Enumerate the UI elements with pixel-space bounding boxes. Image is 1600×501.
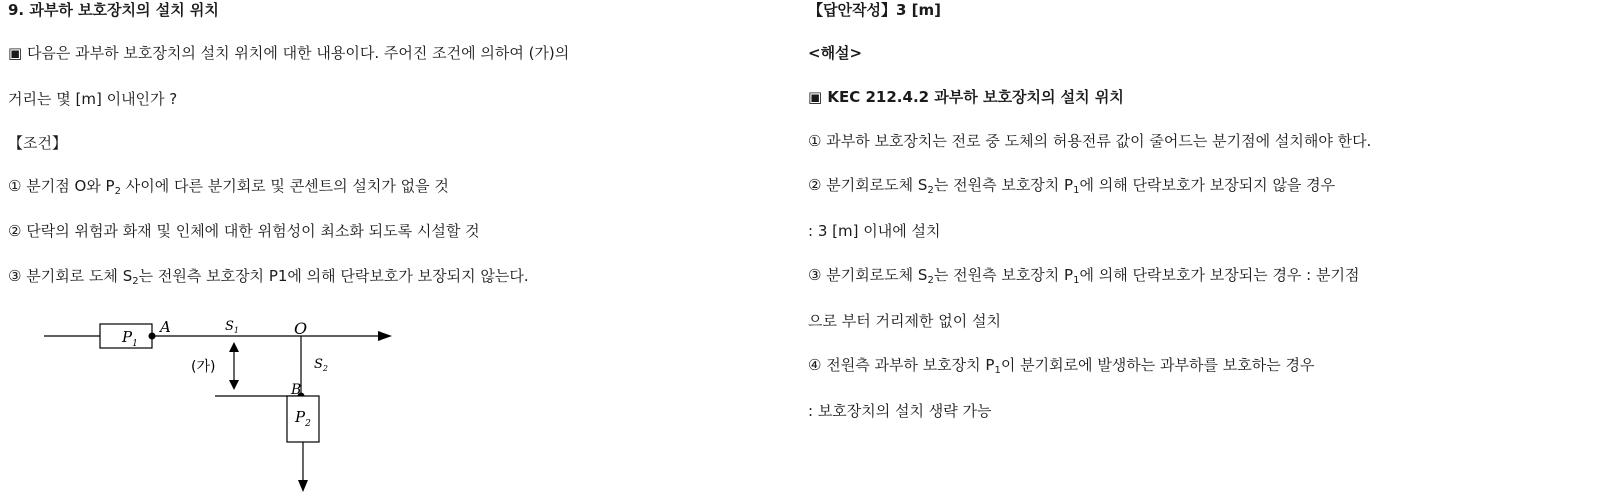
question-title: 9. 과부하 보호장치의 설치 위치 <box>8 1 219 19</box>
answer-header: 【답안작성】3 [m] <box>808 1 941 19</box>
distance-label: (가) <box>191 359 216 375</box>
question-intro-line2: 거리는 몇 [m] 이내인가 ? <box>8 90 178 108</box>
circuit-diagram <box>44 318 404 496</box>
answer-item-4-cont: : 보호장치의 설치 생략 가능 <box>808 402 992 420</box>
s1-label: $S_1$ <box>225 319 239 335</box>
answer-item-1: ① 과부하 보호장치는 전로 중 도체의 허용전류 값이 줄어드는 분기점에 설치해야 한다. <box>808 132 1372 150</box>
answer-item-2-cont: : 3 [m] 이내에 설치 <box>808 222 941 240</box>
s2-label: $S_2$ <box>314 357 328 373</box>
answer-item-3-cont: 으로 부터 거리제한 없이 설치 <box>808 312 1001 330</box>
distance-arrow-down <box>229 380 239 390</box>
main-arrow-head <box>378 331 392 341</box>
point-b-label: B <box>291 382 302 398</box>
condition-2: ② 단락의 위험과 화재 및 인체에 대한 위험성이 최소화 되도록 시설할 것 <box>8 222 480 240</box>
p2-label: $P_2$ <box>295 408 311 429</box>
conditions-header: 【조건】 <box>8 134 67 152</box>
kec-title: ▣ KEC 212.4.2 과부하 보호장치의 설치 위치 <box>808 88 1124 106</box>
condition-1: ① 분기점 O와 $P_2$ 사이에 다른 분기회로 및 콘센트의 설치가 없을 것 <box>8 177 449 197</box>
point-a-label: A <box>160 318 171 336</box>
answer-item-3: ③ 분기회로도체 $S_2$는 전원측 보호장치 $P_1$에 의해 단락보호가 보장되는 경우 : 분기점 <box>808 266 1360 286</box>
point-a-dot <box>149 333 156 340</box>
distance-arrow-up <box>229 342 239 352</box>
explanation-header: <해설> <box>808 44 863 62</box>
answer-item-2: ② 분기회로도체 $S_2$는 전원측 보호장치 $P_1$에 의해 단락보호가 보장되지 않을 경우 <box>808 176 1336 196</box>
question-intro-line1: ▣ 다음은 과부하 보호장치의 설치 위치에 대한 내용이다. 주어진 조건에 의하여 (가)의 <box>8 44 570 62</box>
condition-3: ③ 분기회로 도체 $S_2$는 전원측 보호장치 P1에 의해 단락보호가 보장되지 않는다. <box>8 267 529 287</box>
answer-item-4: ④ 전원측 과부하 보호장치 $P_1$이 분기회로에 발생하는 과부하를 보호하는 경우 <box>808 356 1315 376</box>
p2-down-arrow-head <box>298 480 308 492</box>
p1-label: $P_1$ <box>122 328 138 349</box>
point-o-label: O <box>294 319 308 338</box>
